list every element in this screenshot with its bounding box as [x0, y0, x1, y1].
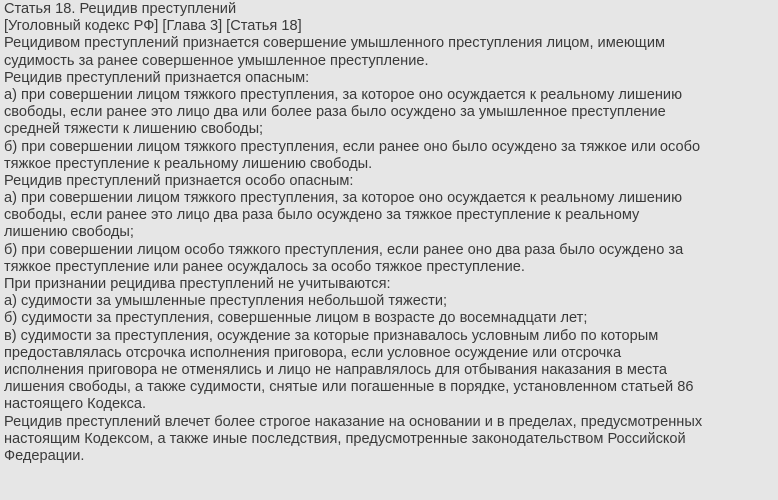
text-line: Федерации. — [4, 447, 85, 464]
text-line: исполнения приговора не отменялись и лицо не направлялось для отбывания наказания в места — [4, 361, 667, 378]
text-line: настоящим Кодексом, а также иные последствия, предусмотренные законодательством Российской — [4, 430, 686, 447]
text-line: Рецидив преступлений влечет более строгое наказание на основании и в пределах, предусмотренных — [4, 413, 703, 430]
text-line: предоставлялась отсрочка исполнения приговора, если условное осуждение или отсрочка — [4, 344, 622, 361]
text-line: лишения свободы, а также судимости, снятые или погашенные в порядке, установленном статьей 86 — [4, 379, 694, 396]
text-line: а) при совершении лицом тяжкого преступления, за которое оно осуждается к реальному лишению — [4, 190, 683, 207]
text-line: в) судимости за преступления, осуждение за которые признавалось условным либо по которым — [4, 327, 659, 344]
text-line: Рецидив преступлений признается особо опасным: — [4, 172, 354, 189]
text-line: свободы, если ранее это лицо два или более раза было осуждено за умышленное преступление — [4, 104, 666, 121]
text-line: лишению свободы; — [4, 224, 134, 241]
text-line: Рецидивом преступлений признается совершение умышленного преступления лицом, имеющим — [4, 35, 666, 52]
text-line: настоящего Кодекса. — [4, 396, 147, 413]
text-line: судимость за ранее совершенное умышленное преступление. — [4, 52, 429, 69]
text-line: Рецидив преступлений признается опасным: — [4, 69, 310, 86]
text-line: свободы, если ранее это лицо два раза было осуждено за тяжкое преступление к реальному — [4, 207, 640, 224]
text-line: средней тяжести к лишению свободы; — [4, 121, 264, 138]
text-line: тяжкое преступление или ранее осуждалось за особо тяжкое преступление. — [4, 258, 525, 275]
text-line: б) при совершении лицом тяжкого преступления, если ранее оно было осуждено за тяжкое или особо — [4, 138, 701, 155]
text-line: а) при совершении лицом тяжкого преступления, за которое оно осуждается к реальному лишению — [4, 86, 683, 103]
text-line: б) судимости за преступления, совершенные лицом в возрасте до восемнадцати лет; — [4, 310, 588, 327]
text-line: а) судимости за умышленные преступления небольшой тяжести; — [4, 293, 448, 310]
breadcrumb: [Уголовный кодекс РФ] [Глава 3] [Статья 18] — [4, 18, 302, 35]
article-title: Статья 18. Рецидив преступлений — [4, 1, 237, 17]
text-line: При признании рецидива преступлений не учитываются: — [4, 276, 391, 292]
text-line: тяжкое преступление к реальному лишению свободы. — [4, 155, 373, 172]
text-line: б) при совершении лицом особо тяжкого преступления, если ранее оно два раза было осуждено за — [4, 241, 684, 258]
